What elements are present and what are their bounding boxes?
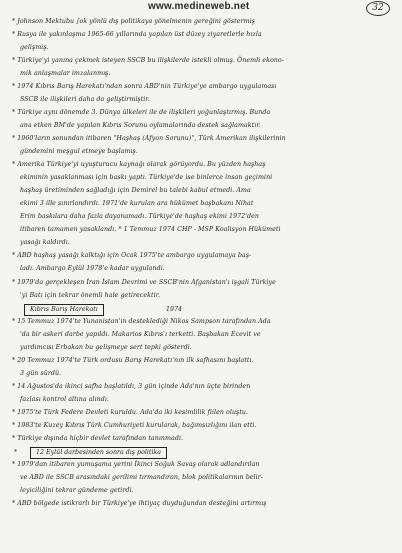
text-line: gelişmiş. bbox=[20, 43, 49, 51]
text-line: 'yi Batı için tekrar önemli hale getirecektir. bbox=[20, 291, 161, 299]
text-line: yasağı kaldırdı. bbox=[20, 239, 70, 247]
text-line: * Rusya ile yakınlaşma 1965-66 yıllarında yapılan üst düzey ziyaretlerle hızla bbox=[12, 30, 262, 38]
text-line: * 1960'ların sonundan itibaren "Haşhaş (Afyon Sorunu)", Türk Amerikan ilişkilerinin bbox=[12, 134, 286, 142]
bullet-star: * bbox=[14, 449, 18, 457]
text-line: * Türkiye aynı dönemde 3. Dünya ülkeleri ile de ilişkileri yoğunlaştırmış. Bunda bbox=[12, 108, 271, 116]
section-heading-kibris: Kıbrıs Barış Harekatı bbox=[24, 304, 104, 316]
website-watermark: www.medineweb.net bbox=[148, 1, 250, 12]
text-line: * ABD haşhaş yasağı kalktığı için Ocak 1975'te ambargo uygulamaya baş- bbox=[12, 252, 252, 260]
text-line: * 1979'dan itibaren yumuşama yerini İkinci Soğuk Savaş olarak adlandırılan bbox=[12, 461, 260, 469]
text-line: yardımcısı Erbakan bu gelişmeye sert tepki gösterdi. bbox=[20, 343, 192, 351]
text-line: ekiminin yasaklanması için baskı yaptı. Türkiye'de ise binlerce insan geçimini bbox=[20, 174, 273, 182]
text-line: * Johnson Mektubu ∫ok yönlü dış politikaya yönelmenin gereğini göstermiş bbox=[12, 17, 255, 25]
text-line: SSCB ile ilişkileri daha da geliştirmiştir. bbox=[20, 95, 150, 103]
text-line: ladı. Ambargo Eylül 1978'e kadar uygulandı. bbox=[20, 265, 165, 273]
text-line: * 1975'te Türk Federe Devleti kuruldu. Ada'da iki kesimlilik fiilen oluştu. bbox=[12, 409, 249, 416]
text-line: mik anlaşmalar imzalanmış. bbox=[20, 69, 111, 77]
section-heading-12-eylul: 12 Eylül darbesinden sonra dış politika bbox=[30, 447, 167, 459]
section-heading-year: 1974 bbox=[166, 305, 183, 313]
text-line: fazlası kontrol altına alındı. bbox=[20, 395, 109, 403]
text-line: 'da bir askeri darbe yapıldı. Makarios Kıbrıs'ı terketti. Başbakan Ecevit ve bbox=[20, 330, 261, 338]
text-line: ve ABD ile SSCB arasındaki gerilimi tırmandıran, blok politikalarının belir- bbox=[20, 474, 263, 482]
text-line: * 15 Temmuz 1974'te Yunanistan'ın desteklediği Nikos Sampson tarafından Ada bbox=[12, 317, 271, 325]
text-line: * 1974 Kıbrıs Barış Harekatı'ndan sonra ABD'nin Türkiye'ye ambargo uygulaması bbox=[12, 82, 277, 90]
text-line: * ABD bölgede istikrarlı bir Türkiye'ye ihtiyaç duyduğundan desteğini artırmış bbox=[12, 500, 267, 508]
text-line: Erim baskılara daha fazla dayanamadı. Türkiye'de haşhaş ekimi 1972'den bbox=[20, 213, 259, 221]
text-line: haşhaş üretiminden sağladığı için Demirel bu talebi kabul etmedi. Ama bbox=[20, 187, 251, 195]
text-line: itibaren tamamen yasaklandı. * 1 Temmuz 1974 CHP - MSP Koalisyon Hükümeti bbox=[20, 226, 281, 234]
text-line: * Türkiye dışında hiçbir devlet tarafından tanınmadı. bbox=[12, 435, 184, 443]
page-number: 32 bbox=[366, 1, 390, 16]
text-line: leyiciliğini tekrar gündeme getirdi. bbox=[20, 487, 134, 495]
text-line: * 14 Ağustos'da ikinci safha başlatıldı, 3 gün içinde Ada'nın üçte birinden bbox=[12, 382, 251, 390]
text-line: gündemini meşgul etmeye başlamış. bbox=[20, 148, 138, 155]
text-line: ekimi 3 ille sınırlandırdı. 1971'de kurulan ara hükümet başbakanı Nihat bbox=[20, 200, 254, 208]
text-line: * Türkiye'yi yanına çekmek isteyen SSCB bu ilişkilerde istekli olmuş. Önemli ekono- bbox=[12, 56, 284, 64]
text-line: * 20 Temmuz 1974'te Türk ordusu Barış Harekatı'nın ilk safhasını başlattı. bbox=[12, 356, 254, 364]
text-line: * 1979'da gerçekleşen İran İslam Devrimi ve SSCB'nin Afganistan'ı işgali Türkiye bbox=[12, 278, 276, 286]
text-line: ana etken BM'de yapılan Kıbrıs Sorunu oylamalarında destek sağlamaktır. bbox=[20, 121, 261, 129]
text-line: * 1983'te Kuzey Kıbrıs Türk Cumhuriyeti kurularak, bağımsızlığını ilan etti. bbox=[12, 422, 257, 430]
text-line: * Amerika Türkiye'yi uyuşturucu kaynağı olarak görüyordu. Bu yüzden haşhaş bbox=[12, 161, 266, 169]
text-line: 3 gün sürdü. bbox=[20, 369, 62, 377]
